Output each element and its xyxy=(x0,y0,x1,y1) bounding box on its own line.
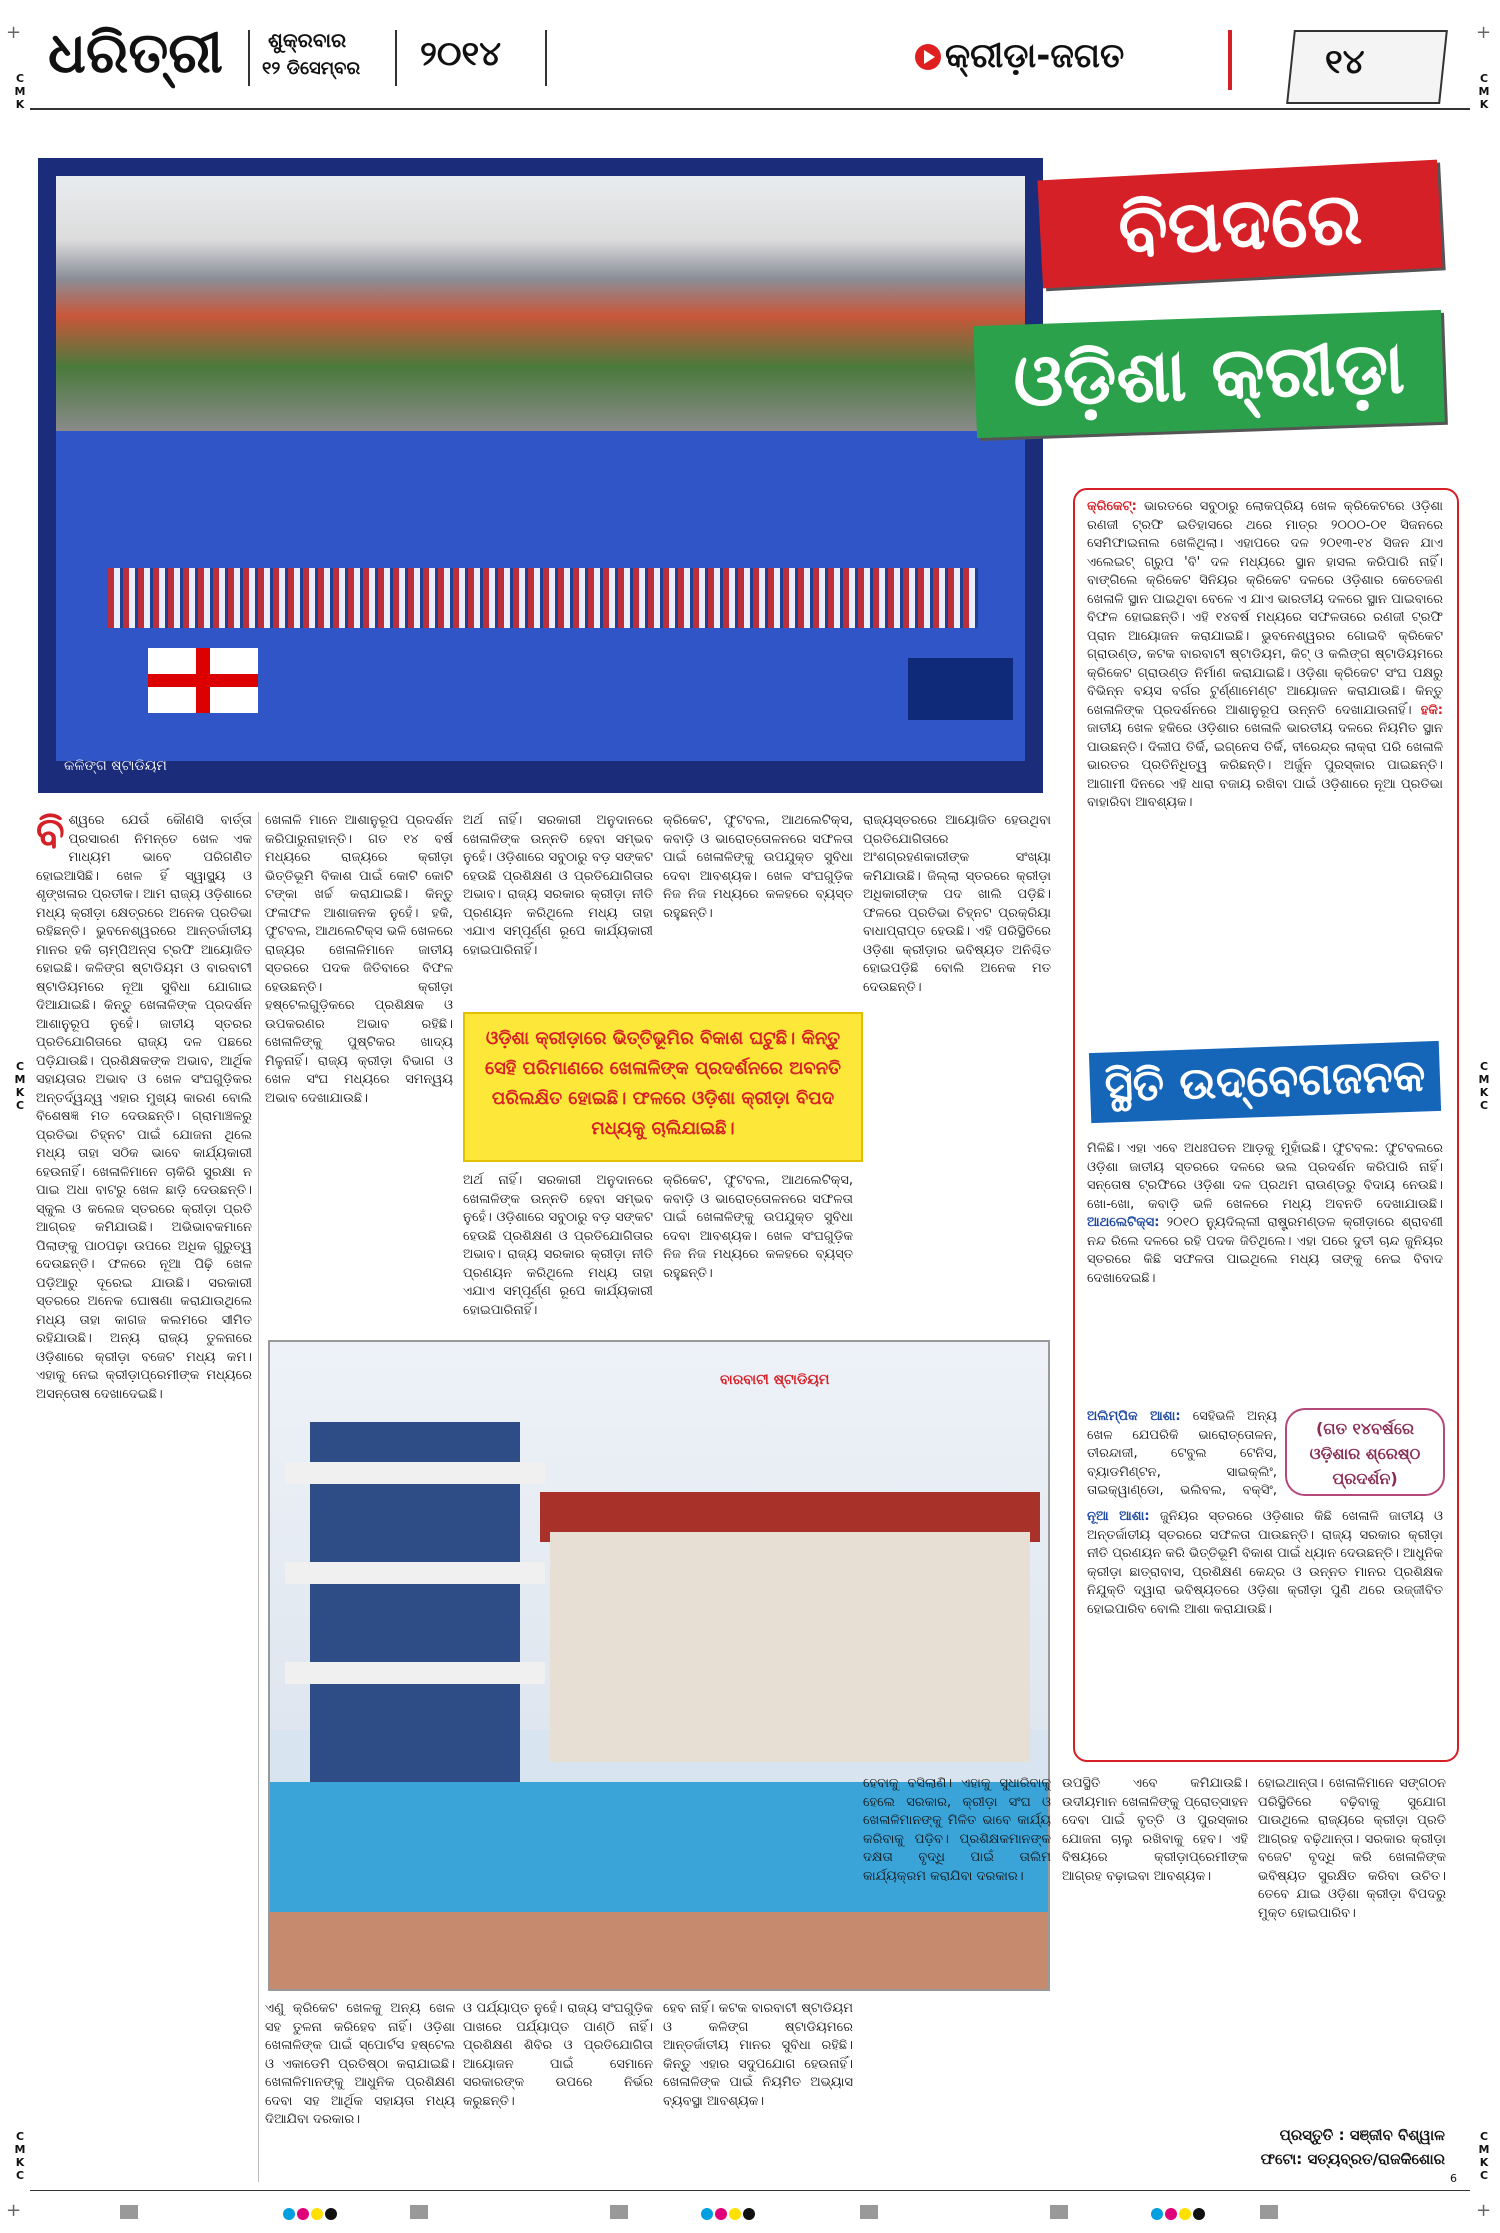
photo-caption: ବାରବାଟୀ ଷ୍ଟାଡିୟମ xyxy=(720,1372,830,1388)
photo-caption: କଳିଙ୍ଗ ଷ୍ଟାଡିୟମ xyxy=(64,758,167,774)
page-small-number: 6 xyxy=(1450,2172,1457,2185)
dropcap: ବି xyxy=(36,812,65,857)
headline-line1: ବିପଦରେ xyxy=(1037,160,1442,289)
print-bar xyxy=(120,2205,138,2219)
page-number: ୧୪ xyxy=(1325,42,1365,82)
pull-quote: ଓଡ଼ିଶା କ୍ରୀଡ଼ାରେ ଭିତ୍ତିଭୂମିର ବିକାଶ ଘଟୁଛି। କିନ୍ତୁ ସେହି ପରିମାଣରେ ଖେଳାଳିଙ୍କ ପ୍ରଦର୍ଶନରେ ଅବନତି ପରିଲକ୍ଷିତ ହୋଇଛି। ଫଳରେ ଓଡ଼ିଶା କ୍ରୀଡ଼ା ବିପଦ ମଧ୍ୟକୁ ଚାଲିଯାଇଛି। xyxy=(463,1012,863,1162)
footer-rule xyxy=(30,2190,1470,2191)
newspaper-logo: ଧରିତ୍ରୀ xyxy=(48,20,223,86)
other-text: ସେହିଭଳି ଅନ୍ୟ ଖେଳ ଯେପରିକି ଭାରୋତ୍ତୋଳନ, ତୀରନ୍ଦାଜୀ, ଟେବୁଲ ଟେନିସ, ବ୍ୟାଡମିଣ୍ଟନ, ସାଇକ୍ଲିଂ, ତାଇକ୍ୱାଣ୍ଡୋ, ଭଲିବଲ, ବକ୍ସିଂ, xyxy=(1087,1409,1277,1498)
sidebar-bottom-text xyxy=(1087,1508,1443,1748)
tower-deck xyxy=(285,1462,545,1484)
divider xyxy=(248,30,250,86)
divider xyxy=(395,30,397,86)
masthead-rule xyxy=(30,108,1470,110)
cmyk-dots xyxy=(282,2205,338,2219)
article-col3b: ଅର୍ଥ ନାହିଁ। ସରକାରୀ ଅନୁଦାନରେ ଖେଳାଳିଙ୍କ ଉନ୍ନତି ହେବା ସମ୍ଭବ ନୁହେଁ। ଓଡ଼ିଶାରେ ସବୁଠାରୁ ବଡ଼ ସଙ୍କଟ ହେଉଛି ପ୍ରଶିକ୍ଷଣ ଓ ପ୍ରତିଯୋଗିତାର ଅଭାବ। ରାଜ୍ୟ ସରକାର କ୍ରୀଡ଼ା ନୀତି ପ୍ରଣୟନ କରିଥିଲେ ମଧ୍ୟ ତାହା ଏଯାଏ ସମ୍ପୂର୍ଣ୍ଣ ରୂପେ କାର୍ଯ୍ୟକାରୀ ହୋଇପାରିନାହିଁ। xyxy=(463,1173,653,1318)
color-marks: C M K C xyxy=(1478,2130,1490,2182)
photo-credit: ଫଟୋ: ସତ୍ୟବ୍ରତ/ରାଜକିଶୋର xyxy=(1260,2150,1445,2168)
article-col2: ଖେଳାଳି ମାନେ ଆଶାନୁରୂପ ପ୍ରଦର୍ଶନ କରିପାରୁନାହାନ୍ତି। ଗତ ୧୪ ବର୍ଷ ମଧ୍ୟରେ ରାଜ୍ୟରେ କ୍ରୀଡ଼ା ଭିତ୍ତିଭୂମି ବିକାଶ ପାଇଁ କୋଟି କୋଟି ଟଙ୍କା ଖର୍ଚ୍ଚ କରାଯାଇଛି। କିନ୍ତୁ ଫଳାଫଳ ଆଶାଜନକ ନୁହେଁ। ହକି, ଫୁଟବଲ, ଆଥଲେଟିକ୍ସ ଭଳି ଖେଳରେ ରାଜ୍ୟର ଖେଳାଳିମାନେ ଜାତୀୟ ସ୍ତରରେ ପଦକ ଜିତିବାରେ ବିଫଳ ହେଉଛନ୍ତି। କ୍ରୀଡ଼ା ହଷ୍ଟେଲଗୁଡ଼ିକରେ ପ୍ରଶିକ୍ଷକ ଓ ଉପକରଣର ଅଭାବ ରହିଛି। ଖେଳାଳିଙ୍କୁ ପୁଷ୍ଟିକର ଖାଦ୍ୟ ମିଳୁନାହିଁ। ରାଜ୍ୟ କ୍ରୀଡ଼ା ବିଭାଗ ଓ ଖେଳ ସଂଘ ମଧ୍ୟରେ ସମନ୍ୱୟ ଅଭାବ ଦେଖାଯାଉଛି। xyxy=(265,813,453,1106)
stadium-photo xyxy=(38,158,1043,793)
column-rule xyxy=(258,812,259,2182)
print-bar xyxy=(1050,2205,1068,2219)
registration-mark: + xyxy=(6,2200,22,2221)
col1-text: ଶ୍ୱରେ ଯେଉଁ କୌଣସି ବାର୍ତ୍ତା ପ୍ରସାରଣ ନିମନ୍ତେ ଖେଳ ଏକ ମାଧ୍ୟମ ଭାବେ ପରିଗଣିତ ହୋଇଆସିଛି। ଖେଳ ହିଁ ସ୍ୱାସ୍ଥ୍ୟ ଓ ଶୃଙ୍ଖଳାର ପ୍ରତୀକ। ଆମ ରାଜ୍ୟ ଓଡ଼ିଶାରେ ମଧ୍ୟ କ୍ରୀଡ଼ା କ୍ଷେତ୍ରରେ ଅନେକ ପ୍ରତିଭା ରହିଛନ୍ତି। ଭୁବନେଶ୍ୱରରେ ଆନ୍ତର୍ଜାତୀୟ ମାନର ହକି ଚାମ୍ପିଅନ୍ସ ଟ୍ରଫି ଆୟୋଜିତ ହୋଇଛି। କଳିଙ୍ଗ ଷ୍ଟାଡିୟମ ଓ ବାରବାଟୀ ଷ୍ଟାଡିୟମରେ ନୂଆ ସୁବିଧା ଯୋଗାଇ ଦିଆଯାଇଛି। କିନ୍ତୁ ଖେଳାଳିଙ୍କ ପ୍ରଦର୍ଶନ ଆଶାନୁରୂପ ନୁହେଁ। ଜାତୀୟ ସ୍ତରର ପ୍ରତିଯୋଗିତାରେ ରାଜ୍ୟ ଦଳ ପଛରେ ପଡ଼ିଯାଉଛି। ପ୍ରଶିକ୍ଷକଙ୍କ ଅଭାବ, ଆର୍ଥିକ ସହାୟତାର ଅଭାବ ଓ ଖେଳ ସଂଘଗୁଡ଼ିକର ଅନ୍ତର୍ଦ୍ୱନ୍ଦ୍ୱ ଏହାର ମୁଖ୍ୟ କାରଣ ବୋଲି ବିଶେଷଜ୍ଞ ମତ ଦେଉଛନ୍ତି। ଗ୍ରାମାଞ୍ଚଳରୁ ପ୍ରତିଭା ଚିହ୍ନଟ ପାଇଁ ଯୋଜନା ଥିଲେ ମଧ୍ୟ ତାହା ସଠିକ ଭାବେ କାର୍ଯ୍ୟକାରୀ ହେଉନାହିଁ। ଖେଳାଳିମାନେ ଚାକିରି ସୁରକ୍ଷା ନ ପାଇ ଅଧା ବାଟରୁ ଖେଳ ଛାଡ଼ି ଦେଉଛନ୍ତି। ସ୍କୁଲ ଓ କଲେଜ ସ୍ତରରେ କ୍ରୀଡ଼ା ପ୍ରତି ଆଗ୍ରହ କମିଯାଉଛି। ଅଭିଭାବକମାନେ ପିଲାଙ୍କୁ ପାଠପଢ଼ା ଉପରେ ଅଧିକ ଗୁରୁତ୍ୱ ଦେଉଛନ୍ତି। ଫଳରେ ନୂଆ ପିଢ଼ି ଖେଳ ପଡ଼ିଆରୁ ଦୂରେଇ ଯାଉଛି। ସରକାରୀ ସ୍ତରରେ ଅନେକ ଘୋଷଣା କରାଯାଉଥିଲେ ମଧ୍ୟ ତାହା କାଗଜ କଲମରେ ସୀମିତ ରହିଯାଉଛି। ଅନ୍ୟ ରାଜ୍ୟ ତୁଳନାରେ ଓଡ଼ିଶାରେ କ୍ରୀଡ଼ା ବଜେଟ ମଧ୍ୟ କମ। ଏହାକୁ ନେଇ କ୍ରୀଡ଼ାପ୍ରେମୀଙ୍କ ମଧ୍ୟରେ ଅସନ୍ତୋଷ ଦେଖାଦେଇଛି। xyxy=(36,813,252,1402)
england-flag-icon xyxy=(148,648,258,713)
subhead: ସ୍ଥିତି ଉଦ୍‌ବେଗଜନକ xyxy=(1089,1041,1441,1123)
color-marks: C M K xyxy=(1478,72,1490,111)
bottom-col6: ହୋଇଥାନ୍ତା। ଖେଳାଳିମାନେ ସଙ୍ଗଠନ ପରିସ୍ଥିତିରେ ବଢ଼ିବାକୁ ସୁଯୋଗ ପାଉଥିଲେ ରାଜ୍ୟରେ କ୍ରୀଡ଼ା ପ୍ରତି ଆଗ୍ରହ ବଢ଼ିଥାନ୍ତା। ସରକାର କ୍ରୀଡ଼ା ବଜେଟ ବୃଦ୍ଧି କରି ଖେଳାଳିଙ୍କ ଭବିଷ୍ୟତ ସୁରକ୍ଷିତ କରିବା ଉଚିତ। ତେବେ ଯାଇ ଓଡ଼ିଶା କ୍ରୀଡ଼ା ବିପଦରୁ ମୁକ୍ତ ହୋଇପାରିବ। xyxy=(1258,1776,1446,1921)
print-bar xyxy=(1260,2205,1278,2219)
divider xyxy=(545,30,547,86)
cricket-label: କ୍ରିକେଟ୍: xyxy=(1087,499,1137,514)
section-title: କ୍ରୀଡ଼ା-ଜଗତ xyxy=(945,36,1125,76)
new-hope-text: ଜୁନିୟର ସ୍ତରରେ ଓଡ଼ିଶାର କିଛି ଖେଳାଳି ଜାତୀୟ ଓ ଅନ୍ତର୍ଜାତୀୟ ସ୍ତରରେ ସଫଳତା ପାଉଛନ୍ତି। ରାଜ୍ୟ ସରକାର କ୍ରୀଡ଼ା ନୀତି ପ୍ରଣୟନ କରି ଭିତ୍ତିଭୂମି ବିକାଶ ପାଇଁ ଧ୍ୟାନ ଦେଉଛନ୍ତି। ଆଧୁନିକ କ୍ରୀଡ଼ା ଛାତ୍ରାବାସ, ପ୍ରଶିକ୍ଷଣ କେନ୍ଦ୍ର ଓ ଉନ୍ନତ ମାନର ପ୍ରଶିକ୍ଷକ ନିଯୁକ୍ତି ଦ୍ୱାରା ଭବିଷ୍ୟତରେ ଓଡ଼ିଶା କ୍ରୀଡ଼ା ପୁଣି ଥରେ ଉଜ୍ଜୀବିତ ହୋଇପାରିବ ବୋଲି ଆଶା କରାଯାଉଛି। xyxy=(1087,1509,1443,1617)
color-marks: C M K C xyxy=(14,2130,26,2182)
article-col5: ରାଜ୍ୟସ୍ତରରେ ଆୟୋଜିତ ହେଉଥିବା ପ୍ରତିଯୋଗିତାରେ ଅଂଶଗ୍ରହଣକାରୀଙ୍କ ସଂଖ୍ୟା କମିଯାଉଛି। ଜିଲ୍ଲା ସ୍ତରରେ କ୍ରୀଡ଼ା ଅଧିକାରୀଙ୍କ ପଦ ଖାଲି ପଡ଼ିଛି। ଫଳରେ ପ୍ରତିଭା ଚିହ୍ନଟ ପ୍ରକ୍ରିୟା ବାଧାପ୍ରାପ୍ତ ହେଉଛି। ଏହି ପରିସ୍ଥିତିରେ ଓଡ଼ିଶା କ୍ରୀଡ଼ାର ଭବିଷ୍ୟତ ଅନିଶ୍ଚିତ ହୋଇପଡ଼ିଛି ବୋଲି ଅନେକ ମତ ଦେଉଛନ୍ତି। xyxy=(863,813,1051,995)
athletics-label: ଆଥଲେଟିକ୍ସ: xyxy=(1087,1215,1160,1230)
page-number-box xyxy=(1286,30,1448,104)
other-label: ଅଲିମ୍ପିକ ଆଶା: xyxy=(1087,1409,1181,1424)
issue-day: ଶୁକ୍ରବାର xyxy=(268,28,347,52)
print-bar xyxy=(860,2205,878,2219)
article-col4b: କ୍ରିକେଟ, ଫୁଟବଲ, ଆଥଲେଟିକ୍ସ, କବାଡ଼ି ଓ ଭାରୋତ୍ତୋଳନରେ ସଫଳତା ପାଇଁ ଖେଳାଳିଙ୍କୁ ଉପଯୁକ୍ତ ସୁବିଧା ଦେବା ଆବଶ୍ୟକ। ଖେଳ ସଂଘଗୁଡ଼ିକ ନିଜ ନିଜ ମଧ୍ୟରେ କଳହରେ ବ୍ୟସ୍ତ ରହୁଛନ୍ତି। xyxy=(663,1173,853,1281)
registration-mark: + xyxy=(1476,22,1492,43)
play-icon xyxy=(915,44,941,70)
sidebar-other-text xyxy=(1087,1408,1277,1498)
color-marks: C M K xyxy=(14,72,26,111)
players-lineup xyxy=(108,568,978,628)
article-col4: କ୍ରିକେଟ, ଫୁଟବଲ, ଆଥଲେଟିକ୍ସ, କବାଡ଼ି ଓ ଭାରୋତ୍ତୋଳନରେ ସଫଳତା ପାଇଁ ଖେଳାଳିଙ୍କୁ ଉପଯୁକ୍ତ ସୁବିଧା ଦେବା ଆବଶ୍ୟକ। ଖେଳ ସଂଘଗୁଡ଼ିକ ନିଜ ନିଜ ମଧ୍ୟରେ କଳହରେ ବ୍ୟସ୍ତ ରହୁଛନ୍ତି। xyxy=(663,813,853,921)
hockey-label: ହକି: xyxy=(1420,702,1443,718)
print-bar xyxy=(610,2205,628,2219)
tower-deck xyxy=(285,1562,545,1584)
cricket-text: ଭାରତରେ ସବୁଠାରୁ ଲୋକପ୍ରିୟ ଖେଳ କ୍ରିକେଟରେ ଓଡ଼ିଶା ରଣଜୀ ଟ୍ରଫି ଇତିହାସରେ ଥରେ ମାତ୍ର ୨୦୦୦-୦୧ ସିଜନରେ ସେମିଫାଇନାଲ ଖେଳିଥିଲା। ଏହାପରେ ଦଳ ୨୦୧୩-୧୪ ସିଜନ ଯାଏ ଏଲେଇଟ୍ ଗ୍ରୁପ 'ବି' ଦଳ ମଧ୍ୟରେ ସ୍ଥାନ ହାସଲ କରିପାରି ନାହିଁ। ବାଙ୍ଗିଲେ କ୍ରିକେଟ ସିନିୟର କ୍ରିକେଟ ଦଳରେ ଓଡ଼ିଶାର କେତେଜଣ ଖେଳାଳି ସ୍ଥାନ ପାଇଥିବା ବେଳେ ଏ ଯାଏ ଭାରତୀୟ ଦଳରେ ସ୍ଥାନ ପାଇବାରେ ବିଫଳ ହୋଇଛନ୍ତି। ଏହି ୧୪ବର୍ଷ ମଧ୍ୟରେ ସଫଳତାରେ ରଣଜୀ ଟ୍ରଫି ପ୍ରାନ ଆୟୋଜନ କରାଯାଇଛି। ଭୁବନେଶ୍ୱରର ଗୋଇବି କ୍ରିକେଟ ଗ୍ରାଉଣ୍ଡ, କଟକ ବାରବାଟୀ ଷ୍ଟାଡିୟମ, କିଟ୍ ଓ କଲିଙ୍ଗ ଷ୍ଟାଡିୟମରେ କ୍ରିକେଟ ଗ୍ରାଉଣ୍ଡ ନିର୍ମାଣ କରାଯାଇଛି। ଓଡ଼ିଶା କ୍ରିକେଟ ସଂଘ ପକ୍ଷରୁ ବିଭିନ୍ନ ବୟସ ବର୍ଗର ଟୁର୍ଣ୍ଣାମେଣ୍ଟ ଆୟୋଜନ କରାଯାଉଛି। କିନ୍ତୁ ଖେଳାଳିଙ୍କ ପ୍ରଦର୍ଶନରେ ଆଶାନୁରୂପ ଉନ୍ନତି ଦେଖାଯାଉନାହିଁ। xyxy=(1087,499,1443,718)
registration-mark: + xyxy=(1476,2200,1492,2221)
issue-date: ୧୨ ଡିସେମ୍ବର xyxy=(262,58,361,79)
sidebar-top-text xyxy=(1087,498,1443,1038)
color-marks: C M K C xyxy=(14,1060,26,1112)
print-bar xyxy=(410,2205,428,2219)
stands-image xyxy=(56,176,1025,431)
color-marks: C M K C xyxy=(1478,1060,1490,1112)
cmyk-dots xyxy=(1150,2205,1206,2219)
bottom-col2: ଓ ପର୍ଯ୍ୟାପ୍ତ ନୁହେଁ। ରାଜ୍ୟ ସଂଘଗୁଡ଼ିକ ପାଖରେ ପର୍ଯ୍ୟାପ୍ତ ପାଣ୍ଠି ନାହିଁ। ପ୍ରଶିକ୍ଷଣ ଶିବିର ଓ ପ୍ରତିଯୋଗିତା ଆୟୋଜନ ପାଇଁ ସେମାନେ ସରକାରଙ୍କ ଉପରେ ନିର୍ଭର କରୁଛନ୍ତି। xyxy=(463,2001,653,2109)
author-credit: ପ୍ରସ୍ତୁତି : ସଞ୍ଜୀବ ବିଶ୍ୱାଳ xyxy=(1279,2126,1445,2144)
bottom-col1: ଏଣୁ କ୍ରିକେଟ ଖେଳକୁ ଅନ୍ୟ ଖେଳ ସହ ତୁଳନା କରିହେବ ନାହିଁ। ଓଡ଼ିଶା ଖେଳାଳିଙ୍କ ପାଇଁ ସ୍ପୋର୍ଟସ ହଷ୍ଟେଲ ଓ ଏକାଡେମି ପ୍ରତିଷ୍ଠା କରାଯାଇଛି। ଖେଳାଳିମାନଙ୍କୁ ଆଧୁନିକ ପ୍ରଶିକ୍ଷଣ ଦେବା ସହ ଆର୍ଥିକ ସହାୟତା ମଧ୍ୟ ଦିଆଯିବା ଦରକାର। xyxy=(265,2001,455,2127)
bottom-col4: ହେବାକୁ ବସିଲାଣି। ଏହାକୁ ସୁଧାରିବାକୁ ହେଲେ ସରକାର, କ୍ରୀଡ଼ା ସଂଘ ଓ ଖେଳାଳିମାନଙ୍କୁ ମିଳିତ ଭାବେ କାର୍ଯ୍ୟ କରିବାକୁ ପଡ଼ିବ। ପ୍ରଶିକ୍ଷକମାନଙ୍କ ଦକ୍ଷତା ବୃଦ୍ଧି ପାଇଁ ତାଲିମ କାର୍ଯ୍ୟକ୍ରମ କରାଯିବା ଦରକାର। xyxy=(863,1776,1051,1884)
article-col1 xyxy=(36,812,252,2182)
building-image xyxy=(550,1532,1030,1762)
athletics-text: ୨୦୧୦ ନ୍ୟୁଦିଲ୍ଲୀ ରାଷ୍ଟ୍ରମଣ୍ଡଳ କ୍ରୀଡ଼ାରେ ଶ୍ରାବଣୀ ନନ୍ଦ ରିଲେ ଦଳରେ ରହି ପଦକ ଜିତିଥିଲେ। ଏହା ପରେ ଦୁତୀ ଚାନ୍ଦ ଜୁନିୟର ସ୍ତରରେ କିଛି ସଫଳତା ପାଇଥିଲେ ମଧ୍ୟ ତାଙ୍କୁ ନେଇ ବିବାଦ ଦେଖାଦେଇଛି। xyxy=(1087,1215,1443,1286)
tower-deck xyxy=(285,1662,545,1684)
bottom-col5: ଉପସ୍ଥିତି ଏବେ କମିଯାଉଛି। ଉଦୀୟମାନ ଖେଳାଳିଙ୍କୁ ପ୍ରୋତ୍ସାହନ ଦେବା ପାଇଁ ବୃତ୍ତି ଓ ପୁରସ୍କାର ଯୋଜନା ଚାଲୁ ରଖିବାକୁ ହେବ। ଏହି ବିଷୟରେ କ୍ରୀଡ଼ାପ୍ରେମୀଙ୍କ ଆଗ୍ରହ ବଢ଼ାଇବା ଆବଶ୍ୟକ। xyxy=(1062,1776,1248,1884)
australia-flag-icon xyxy=(908,658,1013,720)
issue-year: ୨୦୧୪ xyxy=(420,34,502,74)
inset-quote: (ଗତ ୧୪ବର୍ଷରେ ଓଡ଼ିଶାର ଶ୍ରେଷ୍ଠ ପ୍ରଦର୍ଶନ) xyxy=(1285,1408,1445,1496)
divider xyxy=(1228,30,1232,90)
sidebar-mid-text xyxy=(1087,1140,1443,1398)
hockey-text: ଜାତୀୟ ଖେଳ ହକିରେ ଓଡ଼ିଶାର ଖେଳାଳି ଭାରତୀୟ ଦଳରେ ନିୟମିତ ସ୍ଥାନ ପାଉଛନ୍ତି। ଦିଲୀପ ତିର୍କି, ଇଗ୍ନେସ ତିର୍କି, ବୀରେନ୍ଦ୍ର ଲାକ୍ରା ପରି ଖେଳାଳି ଭାରତର ପ୍ରତିନିଧିତ୍ୱ କରିଛନ୍ତି। ଅର୍ଜୁନ ପୁରସ୍କାର ପାଇଛନ୍ତି। ଆଗାମୀ ଦିନରେ ଏହି ଧାରା ବଜାୟ ରଖିବା ପାଇଁ ଓଡ଼ିଶାରେ ନୂଆ ପ୍ରତିଭା ବାହାରିବା ଆବଶ୍ୟକ। xyxy=(1087,721,1443,810)
registration-mark: + xyxy=(6,22,22,43)
new-hope-label: ନୂଆ ଆଶା: xyxy=(1087,1509,1150,1524)
headline-line2: ଓଡ଼ିଶା କ୍ରୀଡ଼ା xyxy=(973,310,1445,438)
cmyk-dots xyxy=(700,2205,756,2219)
bottom-col3: ହେବ ନାହିଁ। କଟକ ବାରବାଟୀ ଷ୍ଟାଡିୟମ ଓ କଳିଙ୍ଗ ଷ୍ଟାଡିୟମରେ ଆନ୍ତର୍ଜାତୀୟ ମାନର ସୁବିଧା ରହିଛି। କିନ୍ତୁ ଏହାର ସଦୁପଯୋଗ ହେଉନାହିଁ। ଖେଳାଳିଙ୍କ ପାଇଁ ନିୟମିତ ଅଭ୍ୟାସ ବ୍ୟବସ୍ଥା ଆବଶ୍ୟକ। xyxy=(663,2001,853,2109)
status-text: ମିଳିଛି। ଏହା ଏବେ ଅଧଃପତନ ଆଡ଼କୁ ମୁହାଁଇଛି। ଫୁଟବଲ: ଫୁଟବଲରେ ଓଡ଼ିଶା ଜାତୀୟ ସ୍ତରରେ ଦଳରେ ଭଲ ପ୍ରଦର୍ଶନ କରିପାରି ନାହିଁ। ସନ୍ତୋଷ ଟ୍ରଫିରେ ଓଡ଼ିଶା ଦଳ ପ୍ରଥମ ରାଉଣ୍ଡରୁ ବିଦାୟ ନେଉଛି। ଖୋ-ଖୋ, କବାଡ଼ି ଭଳି ଖେଳରେ ମଧ୍ୟ ଅବନତି ଦେଖାଯାଉଛି। xyxy=(1087,1141,1443,1212)
article-col3: ଅର୍ଥ ନାହିଁ। ସରକାରୀ ଅନୁଦାନରେ ଖେଳାଳିଙ୍କ ଉନ୍ନତି ହେବା ସମ୍ଭବ ନୁହେଁ। ଓଡ଼ିଶାରେ ସବୁଠାରୁ ବଡ଼ ସଙ୍କଟ ହେଉଛି ପ୍ରଶିକ୍ଷଣ ଓ ପ୍ରତିଯୋଗିତାର ଅଭାବ। ରାଜ୍ୟ ସରକାର କ୍ରୀଡ଼ା ନୀତି ପ୍ରଣୟନ କରିଥିଲେ ମଧ୍ୟ ତାହା ଏଯାଏ ସମ୍ପୂର୍ଣ୍ଣ ରୂପେ କାର୍ଯ୍ୟକାରୀ ହୋଇପାରିନାହିଁ। xyxy=(463,813,653,958)
